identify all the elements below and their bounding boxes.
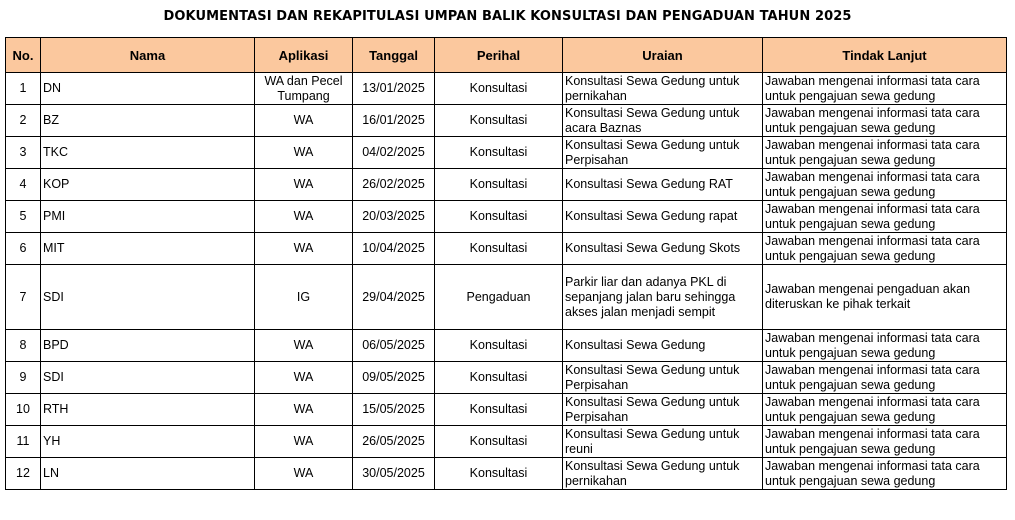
cell-no: 7 — [6, 265, 41, 330]
cell-uraian: Konsultasi Sewa Gedung untuk Perpisahan — [563, 137, 763, 169]
table-row — [6, 169, 1007, 201]
cell-tanggal: 20/03/2025 — [353, 201, 435, 233]
cell-aplikasi: WA — [255, 169, 353, 201]
cell-nama: MIT — [41, 233, 255, 265]
table-row — [6, 105, 1007, 137]
header-tindak-lanjut: Tindak Lanjut — [763, 38, 1007, 73]
cell-tindak-lanjut: Jawaban mengenai informasi tata cara untuk pengajuan sewa gedung — [763, 458, 1007, 490]
cell-tindak-lanjut: Jawaban mengenai pengaduan akan diteruskan ke pihak terkait — [763, 265, 1007, 330]
cell-tindak-lanjut: Jawaban mengenai informasi tata cara untuk pengajuan sewa gedung — [763, 201, 1007, 233]
cell-tanggal: 15/05/2025 — [353, 394, 435, 426]
cell-perihal: Pengaduan — [435, 265, 563, 330]
table-row — [6, 233, 1007, 265]
cell-tanggal: 26/02/2025 — [353, 169, 435, 201]
cell-tindak-lanjut: Jawaban mengenai informasi tata cara untuk pengajuan sewa gedung — [763, 330, 1007, 362]
cell-tanggal: 29/04/2025 — [353, 265, 435, 330]
table-row — [6, 73, 1007, 105]
cell-tindak-lanjut: Jawaban mengenai informasi tata cara untuk pengajuan sewa gedung — [763, 73, 1007, 105]
cell-uraian: Konsultasi Sewa Gedung Skots — [563, 233, 763, 265]
cell-uraian: Konsultasi Sewa Gedung untuk pernikahan — [563, 458, 763, 490]
cell-no: 10 — [6, 394, 41, 426]
cell-tanggal: 10/04/2025 — [353, 233, 435, 265]
cell-nama: SDI — [41, 362, 255, 394]
cell-aplikasi: WA — [255, 105, 353, 137]
cell-perihal: Konsultasi — [435, 105, 563, 137]
cell-nama: RTH — [41, 394, 255, 426]
cell-perihal: Konsultasi — [435, 426, 563, 458]
cell-no: 12 — [6, 458, 41, 490]
cell-tanggal: 06/05/2025 — [353, 330, 435, 362]
cell-tindak-lanjut: Jawaban mengenai informasi tata cara untuk pengajuan sewa gedung — [763, 169, 1007, 201]
cell-perihal: Konsultasi — [435, 137, 563, 169]
cell-uraian: Konsultasi Sewa Gedung untuk pernikahan — [563, 73, 763, 105]
cell-nama: DN — [41, 73, 255, 105]
cell-tindak-lanjut: Jawaban mengenai informasi tata cara untuk pengajuan sewa gedung — [763, 105, 1007, 137]
header-no: No. — [6, 38, 41, 73]
cell-uraian: Konsultasi Sewa Gedung RAT — [563, 169, 763, 201]
cell-tanggal: 26/05/2025 — [353, 426, 435, 458]
cell-nama: PMI — [41, 201, 255, 233]
header-tanggal: Tanggal — [353, 38, 435, 73]
cell-nama: SDI — [41, 265, 255, 330]
cell-uraian: Konsultasi Sewa Gedung untuk Perpisahan — [563, 394, 763, 426]
cell-nama: BZ — [41, 105, 255, 137]
cell-aplikasi: WA — [255, 330, 353, 362]
cell-nama: YH — [41, 426, 255, 458]
header-uraian: Uraian — [563, 38, 763, 73]
cell-tanggal: 09/05/2025 — [353, 362, 435, 394]
cell-perihal: Konsultasi — [435, 362, 563, 394]
cell-perihal: Konsultasi — [435, 330, 563, 362]
cell-tindak-lanjut: Jawaban mengenai informasi tata cara untuk pengajuan sewa gedung — [763, 233, 1007, 265]
header-perihal: Perihal — [435, 38, 563, 73]
cell-uraian: Parkir liar dan adanya PKL di sepanjang jalan baru sehingga akses jalan menjadi sempit — [563, 265, 763, 330]
cell-perihal: Konsultasi — [435, 394, 563, 426]
cell-perihal: Konsultasi — [435, 458, 563, 490]
cell-tanggal: 30/05/2025 — [353, 458, 435, 490]
cell-no: 6 — [6, 233, 41, 265]
cell-nama: KOP — [41, 169, 255, 201]
cell-uraian: Konsultasi Sewa Gedung untuk Perpisahan — [563, 362, 763, 394]
cell-aplikasi: WA — [255, 458, 353, 490]
table-row — [6, 362, 1007, 394]
cell-tanggal: 04/02/2025 — [353, 137, 435, 169]
cell-uraian: Konsultasi Sewa Gedung untuk reuni — [563, 426, 763, 458]
table-row — [6, 458, 1007, 490]
cell-tindak-lanjut: Jawaban mengenai informasi tata cara untuk pengajuan sewa gedung — [763, 394, 1007, 426]
cell-tindak-lanjut: Jawaban mengenai informasi tata cara untuk pengajuan sewa gedung — [763, 426, 1007, 458]
cell-no: 2 — [6, 105, 41, 137]
cell-no: 9 — [6, 362, 41, 394]
cell-tanggal: 13/01/2025 — [353, 73, 435, 105]
cell-no: 3 — [6, 137, 41, 169]
cell-aplikasi: WA — [255, 233, 353, 265]
cell-perihal: Konsultasi — [435, 169, 563, 201]
cell-no: 8 — [6, 330, 41, 362]
cell-tindak-lanjut: Jawaban mengenai informasi tata cara untuk pengajuan sewa gedung — [763, 137, 1007, 169]
cell-tanggal: 16/01/2025 — [353, 105, 435, 137]
cell-aplikasi: WA — [255, 201, 353, 233]
cell-uraian: Konsultasi Sewa Gedung — [563, 330, 763, 362]
cell-nama: BPD — [41, 330, 255, 362]
table-row — [6, 426, 1007, 458]
table-row — [6, 201, 1007, 233]
cell-nama: TKC — [41, 137, 255, 169]
table-row — [6, 137, 1007, 169]
cell-aplikasi: IG — [255, 265, 353, 330]
cell-no: 11 — [6, 426, 41, 458]
cell-nama: LN — [41, 458, 255, 490]
cell-no: 5 — [6, 201, 41, 233]
rekap-table — [5, 37, 1007, 490]
header-nama: Nama — [41, 38, 255, 73]
table-row — [6, 330, 1007, 362]
table-row — [6, 265, 1007, 330]
cell-aplikasi: WA — [255, 426, 353, 458]
cell-no: 1 — [6, 73, 41, 105]
cell-tindak-lanjut: Jawaban mengenai informasi tata cara untuk pengajuan sewa gedung — [763, 362, 1007, 394]
cell-perihal: Konsultasi — [435, 201, 563, 233]
table-row — [6, 394, 1007, 426]
table-header-row — [6, 38, 1007, 73]
cell-uraian: Konsultasi Sewa Gedung rapat — [563, 201, 763, 233]
cell-aplikasi: WA dan Pecel Tumpang — [255, 73, 353, 105]
cell-perihal: Konsultasi — [435, 73, 563, 105]
header-aplikasi: Aplikasi — [255, 38, 353, 73]
cell-uraian: Konsultasi Sewa Gedung untuk acara Baznas — [563, 105, 763, 137]
cell-aplikasi: WA — [255, 394, 353, 426]
cell-aplikasi: WA — [255, 137, 353, 169]
cell-aplikasi: WA — [255, 362, 353, 394]
cell-perihal: Konsultasi — [435, 233, 563, 265]
cell-no: 4 — [6, 169, 41, 201]
document-title: DOKUMENTASI DAN REKAPITULASI UMPAN BALIK KONSULTASI DAN PENGADUAN TAHUN 2025 — [163, 9, 852, 24]
